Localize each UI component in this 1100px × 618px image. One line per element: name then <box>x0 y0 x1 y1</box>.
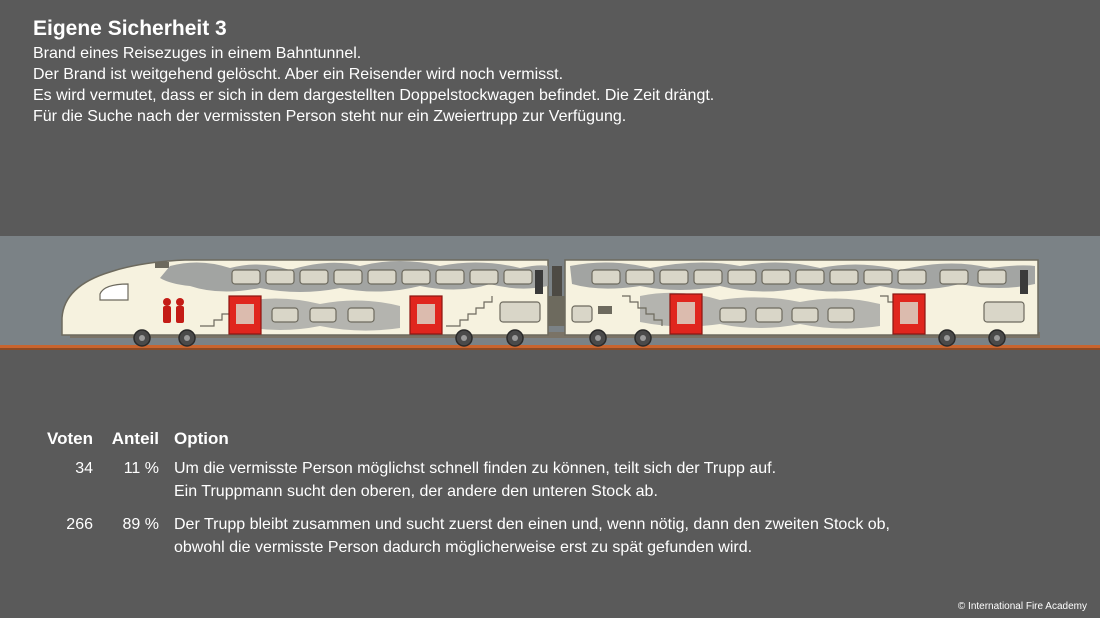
description-line: Brand eines Reisezuges in einem Bahntunnel. <box>33 45 362 62</box>
equipment-box <box>598 306 612 314</box>
results-header-row <box>0 428 1100 450</box>
option-line: Der Trupp bleibt zusammen und sucht zuerst den einen und, wenn nötig, dann den zweiten Stock ob, <box>174 516 890 533</box>
share-column-header: Anteil <box>111 429 159 448</box>
result-row <box>0 513 1100 559</box>
description-line: Der Brand ist weitgehend gelöscht. Aber ein Reisender wird noch vermisst. <box>33 66 564 83</box>
share-percent: 89 % <box>122 516 159 533</box>
votes-count: 34 <box>75 460 93 477</box>
option-line: Ein Truppmann sucht den oberen, der andere den unteren Stock ab. <box>174 483 658 500</box>
share-percent: 11 % <box>123 460 159 477</box>
votes-column-header: Voten <box>47 429 93 448</box>
option-line: obwohl die vermisste Person dadurch möglicherweise erst zu spät gefunden wird. <box>174 539 753 556</box>
page-title: Eigene Sicherheit 3 <box>33 17 227 40</box>
votes-count: 266 <box>66 516 93 533</box>
tunnel-train-illustration <box>0 236 1100 354</box>
coupling <box>548 296 565 326</box>
poll-results <box>0 428 1100 569</box>
roof-detail <box>155 262 169 268</box>
option-line: Um die vermisste Person möglichst schnell finden zu können, teilt sich der Trupp auf. <box>174 460 777 477</box>
upper-windows-car-2 <box>592 270 1006 284</box>
description-line: Für die Suche nach der vermissten Person steht nur ein Zweiertrupp zur Verfügung. <box>33 108 627 125</box>
track-rail <box>0 348 1100 350</box>
option-text <box>174 513 1100 559</box>
result-row <box>0 457 1100 503</box>
train-svg <box>0 236 1100 354</box>
option-text <box>174 457 1100 503</box>
upper-windows-car-1 <box>232 270 532 284</box>
option-column-header: Option <box>174 429 229 448</box>
gangway <box>552 266 562 296</box>
header <box>33 16 1073 127</box>
description-line: Es wird vermutet, dass er sich in dem dargestellten Doppelstockwagen befindet. Die Zeit drängt. <box>33 87 715 104</box>
copyright-notice: © International Fire Academy <box>957 601 1087 612</box>
